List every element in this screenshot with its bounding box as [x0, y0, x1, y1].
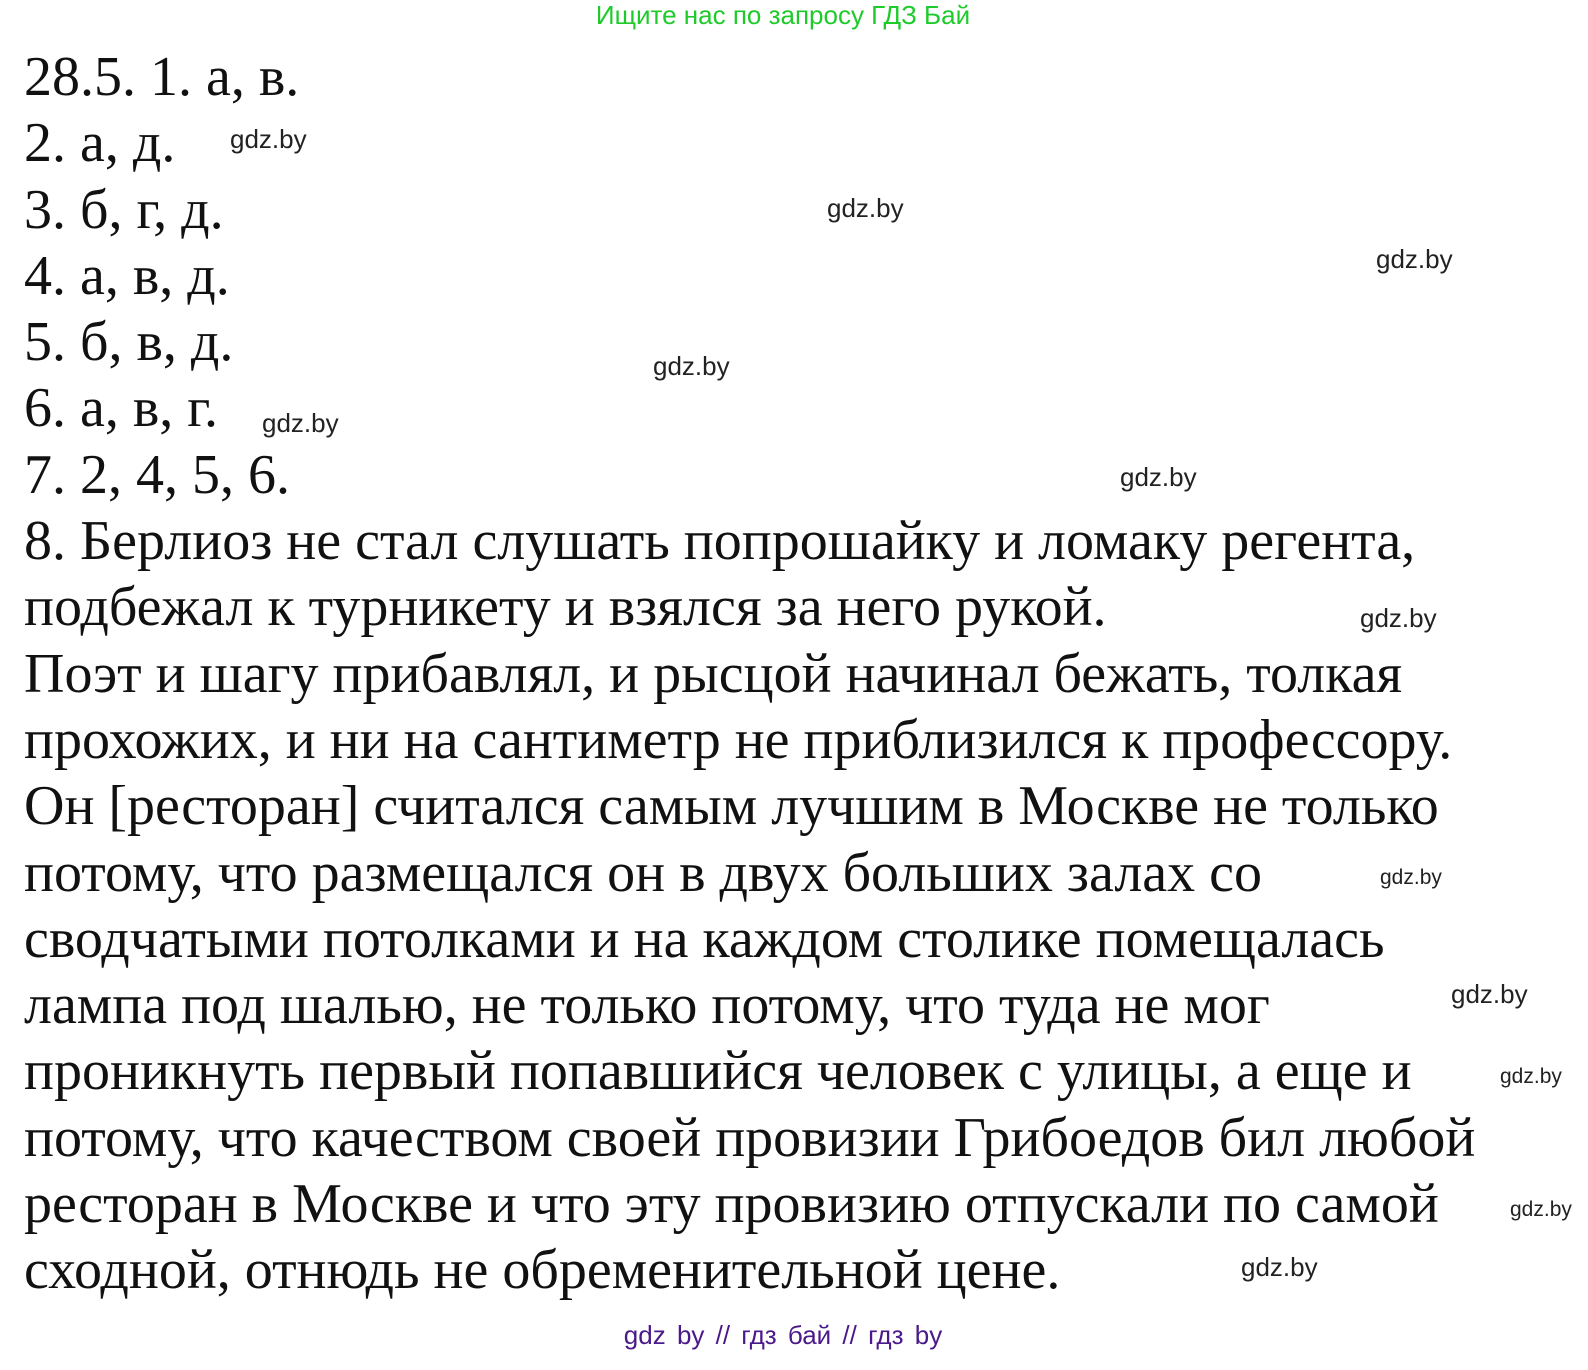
- answer-line: 3. б, г, д.: [24, 178, 224, 241]
- answer-line: сходной, отнюдь не обременительной цене.: [24, 1239, 1061, 1302]
- search-hint: Ищите нас по запросу ГДЗ Бай: [595, 0, 971, 30]
- watermark: gdz.by: [1120, 462, 1197, 492]
- answer-line: сводчатыми потолками и на каждом столике помещалась: [24, 907, 1385, 970]
- watermark: gdz.by: [1241, 1252, 1318, 1282]
- answer-line: 2. а, д.: [24, 112, 176, 175]
- answer-line: прохожих, и ни на сантиметр не приблизился к профессору.: [24, 708, 1453, 771]
- watermark: gdz.by: [1500, 1065, 1562, 1088]
- watermark: gdz.by: [653, 351, 730, 381]
- watermark: gdz.by: [827, 193, 904, 223]
- answer-line: 8. Берлиоз не стал слушать попрошайку и ломаку регента,: [24, 510, 1416, 573]
- answer-line: 4. а, в, д.: [24, 244, 230, 307]
- answer-line: Он [ресторан] считался самым лучшим в Москве не только: [24, 775, 1439, 838]
- answer-line: Поэт и шагу прибавлял, и рысцой начинал бежать, толкая: [24, 642, 1403, 705]
- footer-watermark: gdz by // гдз бай // гдз by: [623, 1320, 943, 1350]
- answer-line: лампа под шалью, не только потому, что туда не мог: [24, 974, 1270, 1037]
- watermark: gdz.by: [1510, 1198, 1572, 1221]
- answer-line: 7. 2, 4, 5, 6.: [24, 443, 290, 506]
- answer-line: проникнуть первый попавшийся человек с улицы, а еще и: [24, 1040, 1412, 1103]
- answer-line: потому, что качеством своей провизии Грибоедов бил любой: [24, 1106, 1476, 1169]
- watermark: gdz.by: [1380, 866, 1442, 889]
- answer-line: 6. а, в, г.: [24, 377, 218, 440]
- answer-line: подбежал к турникету и взялся за него рукой.: [24, 576, 1107, 639]
- watermark: gdz.by: [262, 408, 339, 438]
- watermark: gdz.by: [230, 124, 307, 154]
- answer-line: 5. б, в, д.: [24, 311, 234, 374]
- answer-text: [24, 44, 1475, 1304]
- answer-line: потому, что размещался он в двух больших залах со: [24, 841, 1263, 904]
- answer-line: ресторан в Москве и что эту провизию отпускали по самой: [24, 1173, 1439, 1236]
- watermark: gdz.by: [1360, 603, 1437, 633]
- answer-line: 28.5. 1. а, в.: [24, 46, 300, 108]
- watermark: gdz.by: [1376, 244, 1453, 274]
- watermark: gdz.by: [1451, 979, 1528, 1009]
